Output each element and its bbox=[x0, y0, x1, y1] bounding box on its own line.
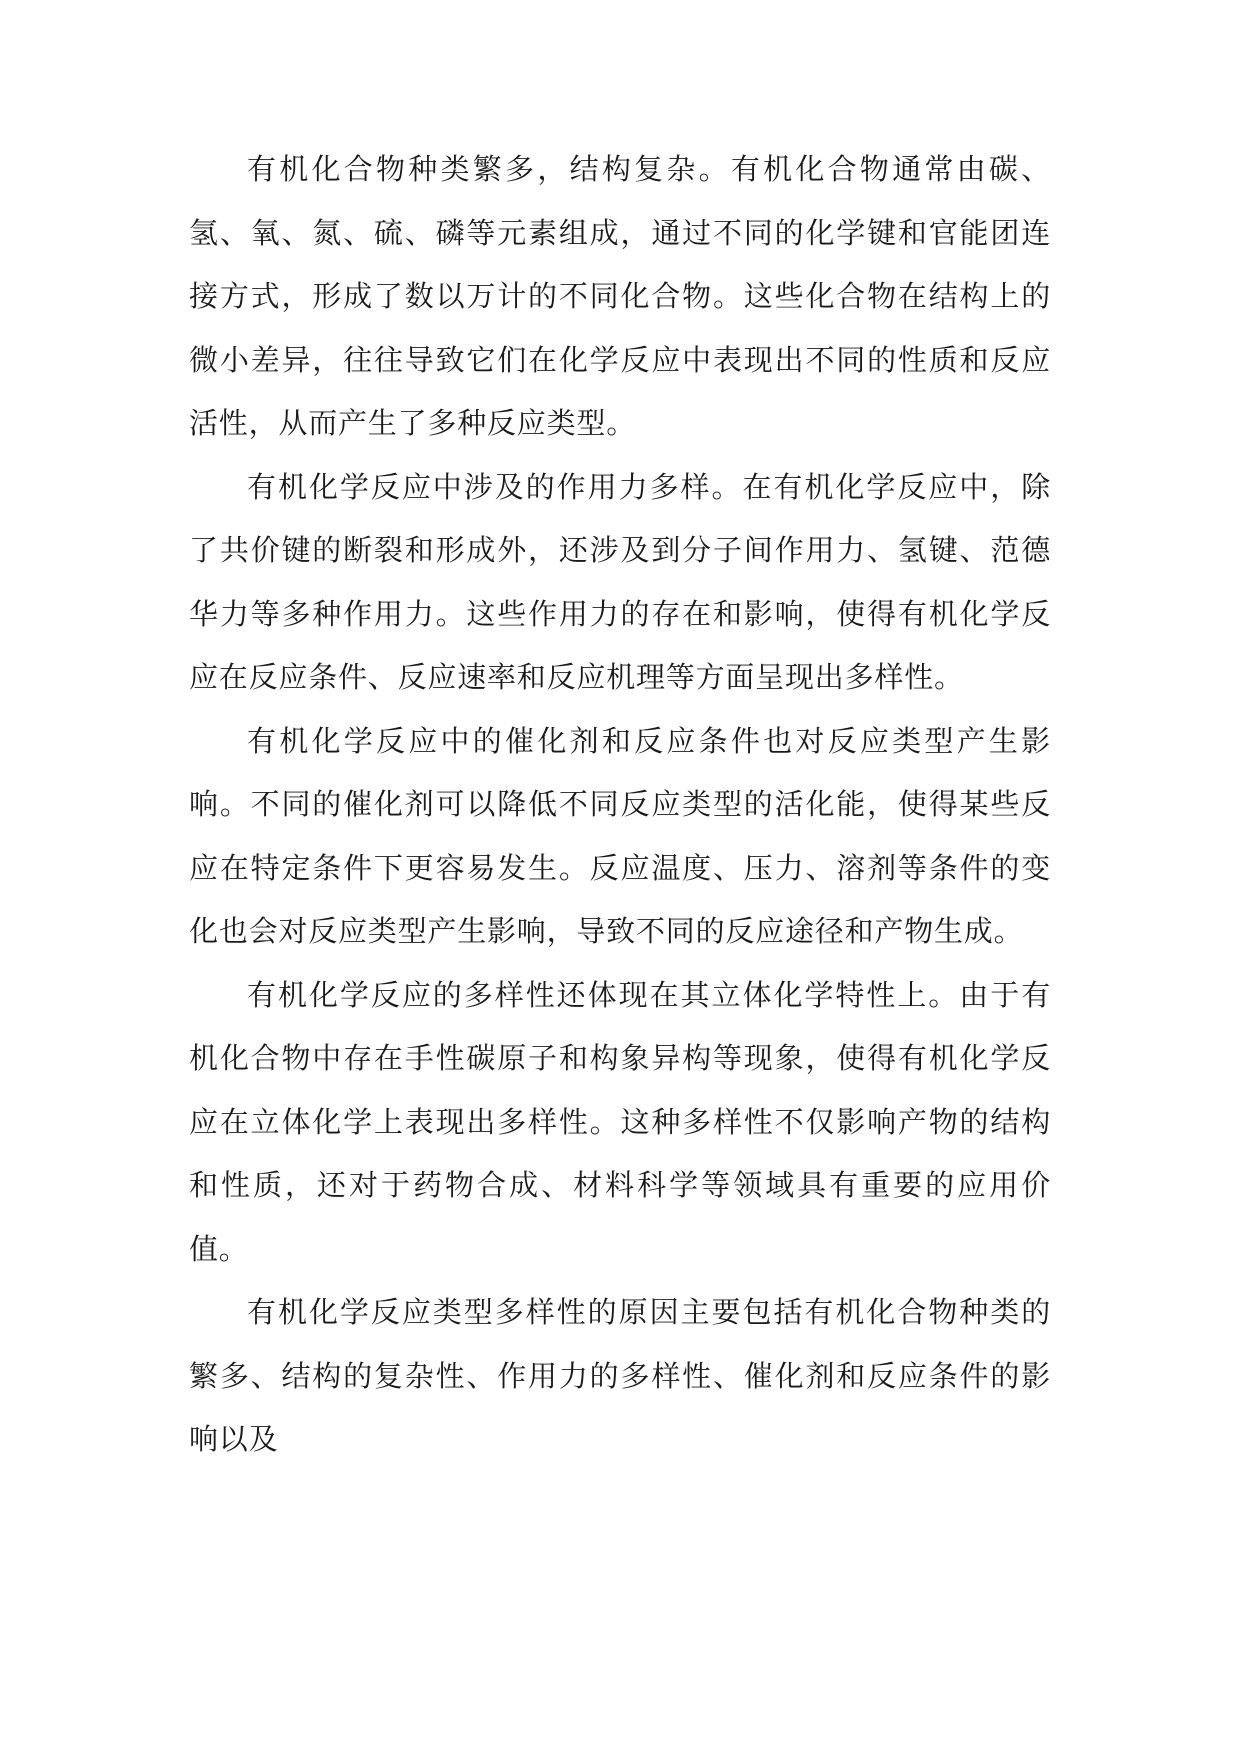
document-body bbox=[189, 138, 1051, 1472]
paragraph-5: 有机化学反应类型多样性的原因主要包括有机化合物种类的繁多、结构的复杂性、作用力的多样性、催化剂和反应条件的影响以及 bbox=[189, 1295, 1051, 1456]
paragraph-4: 有机化学反应的多样性还体现在其立体化学特性上。由于有机化合物中存在手性碳原子和构象异构等现象，使得有机化学反应在立体化学上表现出多样性。这种多样性不仅影响产物的结构和性质，还对于药物合成、材料科学等领域具有重要的应用价值。 bbox=[189, 977, 1051, 1266]
paragraph-2: 有机化学反应中涉及的作用力多样。在有机化学反应中，除了共价键的断裂和形成外，还涉及到分子间作用力、氢键、范德华力等多种作用力。这些作用力的存在和影响，使得有机化学反应在反应条件、反应速率和反应机理等方面呈现出多样性。 bbox=[189, 469, 1051, 694]
paragraph-3: 有机化学反应中的催化剂和反应条件也对反应类型产生影响。不同的催化剂可以降低不同反应类型的活化能，使得某些反应在特定条件下更容易发生。反应温度、压力、溶剂等条件的变化也会对反应类型产生影响，导致不同的反应途径和产物生成。 bbox=[189, 723, 1051, 948]
paragraph-1: 有机化合物种类繁多，结构复杂。有机化合物通常由碳、氢、氧、氮、硫、磷等元素组成，通过不同的化学键和官能团连接方式，形成了数以万计的不同化合物。这些化合物在结构上的微小差异，往往导致它们在化学反应中表现出不同的性质和反应活性，从而产生了多种反应类型。 bbox=[189, 152, 1051, 440]
